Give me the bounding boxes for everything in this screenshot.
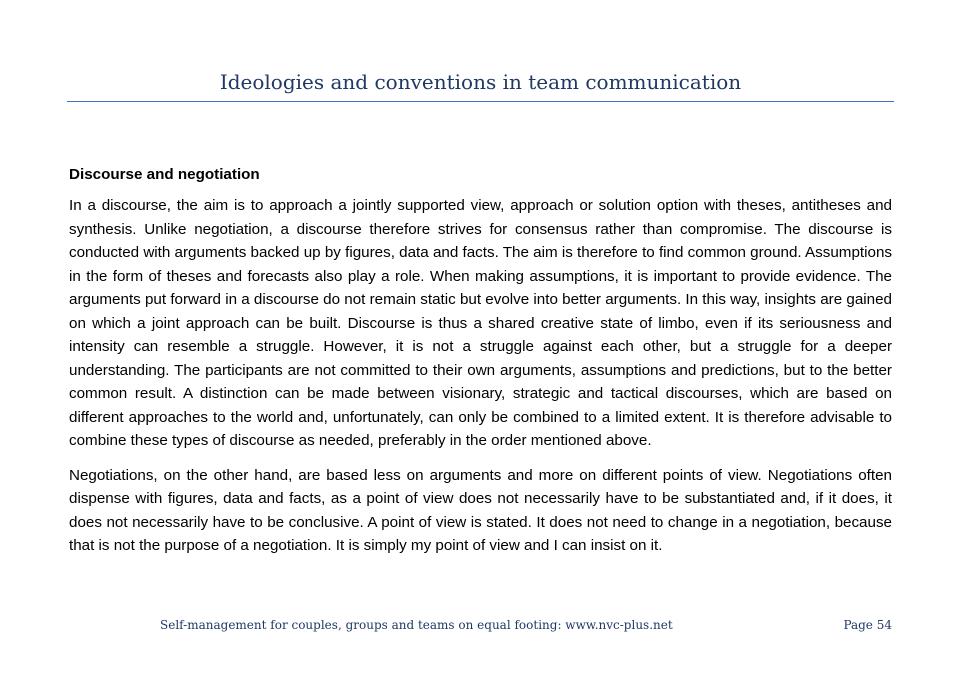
main-content: [69, 164, 892, 569]
page-number: Page 54: [843, 618, 892, 632]
section-heading: Discourse and negotiation: [69, 166, 260, 183]
paragraph-negotiations: Negotiations, on the other hand, are based less on arguments and more on different points of view. Negotiations often dispense with figures, data and facts, as a point of view does not necessarily have to be substantiated and, if it does, it does not necessarily have to be conclusive. A point of view is stated. It does not need to change in a negotiation, because that is not the purpose of a negotiation. It is simply my point of view and I can insist on it.: [69, 466, 892, 554]
paragraph-discourse: In a discourse, the aim is to approach a jointly supported view, approach or solution option with theses, antitheses and synthesis. Unlike negotiation, a discourse therefore strives for consensus rather than compromise. The discourse is conducted with arguments backed up by figures, data and facts. The aim is therefore to find common ground. Assumptions in the form of theses and forecasts also play a role. When making assumptions, it is important to provide evidence. The arguments put forward in a discourse do not remain static but evolve into better arguments. In this way, insights are gained on which a joint approach can be built. Discourse is thus a shared creative state of limbo, even if its seriousness and intensity can resemble a struggle. However, it is not a struggle against each other, but a struggle for a deeper understanding. The participants are not committed to their own arguments, assumptions and predictions, but to the better common result. A distinction can be made between visionary, strategic and tactical discourses, which are based on different approaches to the world and, unfortunately, can only be combined to a limited extent. It is therefore advisable to combine these types of discourse as needed, preferably in the order mentioned above.: [69, 197, 892, 449]
footer-text: Self-management for couples, groups and teams on equal footing: www.nvc-plus.net: [160, 618, 673, 632]
page-header-title: Ideologies and conventions in team communication: [219, 70, 742, 94]
header-divider: [67, 101, 894, 102]
